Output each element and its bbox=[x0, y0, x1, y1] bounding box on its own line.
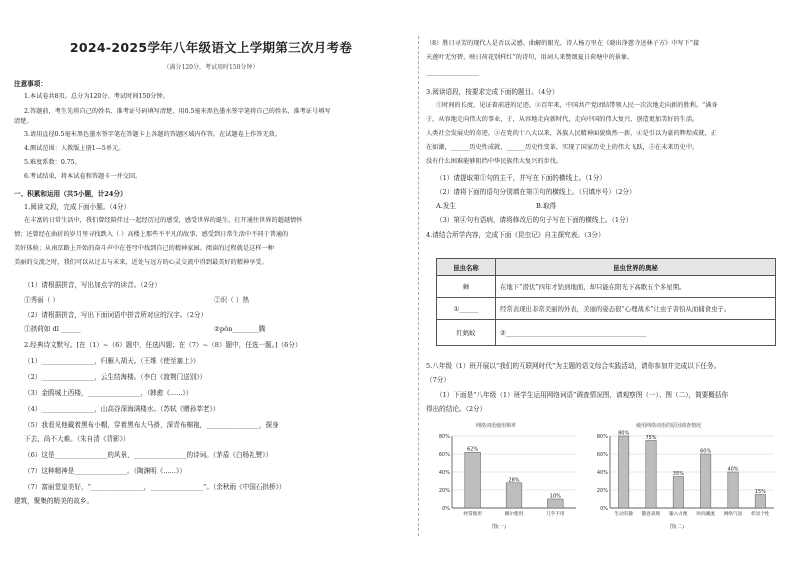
bar bbox=[465, 452, 481, 508]
notice-4: 4.测试范围：人教版上册1—5单元。 bbox=[24, 145, 125, 152]
question-4: 4.请结合所学内容，完成下面《昆虫记》自主探究表。（3分） bbox=[426, 231, 605, 239]
x-category-label: 随意表现 bbox=[641, 512, 661, 517]
poem-line-5[interactable]: （5）我看见他戴着黑布小帽，穿着黑布大马褂，深青布棉袍，________________，探身 bbox=[24, 421, 279, 429]
bar bbox=[700, 454, 710, 508]
table-header-row bbox=[437, 259, 776, 276]
table-cell-secret: 经常表现出非常美丽的外表，美丽的姿态很“心理战术”让虫子害怕从而捕食虫子。 bbox=[496, 298, 776, 320]
y-tick-label: 60% bbox=[596, 452, 608, 458]
notice-2: 2.答题前，考生先将自己的姓名、准考证号码填写清楚，用0.5毫米黑色墨水签字笔将自己的姓名、准考证号填写 bbox=[24, 108, 331, 115]
bar-value-label: 62% bbox=[467, 446, 479, 453]
bar-value-label: 35% bbox=[672, 471, 684, 477]
question-3-1: （1）请提取第①句的主干，并写在下面的横线上。（1分） bbox=[436, 174, 606, 182]
poem-line-1[interactable]: （1）________________，归雁入胡天。（王维《使至塞上》） bbox=[24, 357, 200, 365]
bar-value-label: 40% bbox=[727, 466, 739, 473]
passage3-line-2: 于，从容地走向伟大的事业，于，从容地走向新时代，走向中国的伟大复兴，创造更加美好的生活。 bbox=[426, 116, 699, 123]
chart1-caption: 图(一) bbox=[492, 524, 506, 530]
y-tick-label: 60% bbox=[438, 452, 450, 458]
passage3-line-3: 人类社会发展史的奇迹。③在党的十八大以来，各族人民精神面貌焕然一新，④是引以为豪的辉煌成就，正 bbox=[426, 130, 717, 137]
column-divider bbox=[418, 36, 419, 536]
notice-6: 6.考试结束，将本试卷和答题卡一并交回。 bbox=[24, 173, 142, 180]
y-tick-label: 20% bbox=[596, 488, 608, 494]
option-b: B.取得 bbox=[536, 202, 557, 210]
table-header-secret: 昆虫世界的奥秘 bbox=[496, 259, 776, 276]
chart1-title: 网络词语使用频率 bbox=[476, 423, 517, 429]
poem-line-2[interactable]: （2）________________，云生结海楼。（李白《渡荆门送别》） bbox=[24, 373, 207, 381]
x-category-label: 生动有趣 bbox=[614, 512, 633, 517]
y-tick-label: 40% bbox=[438, 470, 450, 476]
chart-usage-reasons bbox=[588, 430, 778, 522]
option-a: A.发生 bbox=[436, 202, 457, 210]
bar bbox=[547, 499, 563, 508]
bar-value-label: 80% bbox=[618, 430, 630, 437]
y-tick-label: 20% bbox=[438, 488, 450, 494]
chart-usage-frequency bbox=[430, 430, 580, 522]
y-tick-label: 40% bbox=[596, 470, 608, 476]
chart2-caption: 图(二) bbox=[670, 524, 684, 530]
table-cell-name: 红蚂蚁 bbox=[437, 320, 496, 346]
y-tick-label: 80% bbox=[596, 434, 608, 440]
x-category-label: 网络气氛 bbox=[723, 512, 743, 517]
passage3-line-5: 没有什么困难能够阻挡中华民族伟大复兴的步伐。 bbox=[426, 158, 563, 165]
left-column bbox=[14, 0, 408, 562]
passage-line-3: 美好体验；从南京路上开始的奋斗声中在苍穹中找到自己的精神家园。阅读的过程就是这样一种 bbox=[14, 245, 274, 252]
passage3-line-4: 在如潮，______历史性成就，______历史性变革，实现了国家历史上的伟大飞跃，⑤在未来历史中， bbox=[426, 144, 699, 151]
bar-value-label: 60% bbox=[700, 448, 712, 455]
x-category-label: 经常使用 bbox=[463, 512, 482, 517]
table-cell-secret-blank[interactable]: ②____________________________________________ bbox=[496, 320, 776, 346]
bar-value-label: 28% bbox=[508, 477, 520, 484]
table-header-name: 昆虫名称 bbox=[437, 259, 496, 276]
table-cell-name-blank[interactable]: ①______ bbox=[437, 298, 496, 320]
q8-answer-blank[interactable]: ________________ bbox=[426, 68, 479, 76]
bar-value-label: 75% bbox=[645, 435, 657, 441]
y-tick-label: 0% bbox=[442, 506, 450, 512]
bar bbox=[755, 495, 765, 509]
passage-line-4: 美丽的交流之时，我们可以从过去与未来，近处与远方的心灵交流中得到最美好的精神享受。 bbox=[14, 259, 268, 266]
poem-line-7[interactable]: （7）这种精神是________________。（陶渊明《......》） bbox=[24, 467, 186, 475]
bar bbox=[646, 441, 656, 509]
y-tick-label: 80% bbox=[438, 434, 450, 440]
poem-line-4[interactable]: （4）________________，山高谷深海满楼水。（苏轼《赠孙莘老》） bbox=[24, 405, 220, 413]
page-title: 2024-2025学年八年级语文上学期第三次月考卷 bbox=[69, 40, 353, 55]
poem-line-3[interactable]: （3）金鸥城上西楼，________________，（韩愈《......》） bbox=[24, 389, 193, 397]
table-cell-secret: 在地下“潜伏”四年才钻到地面，却只能在阳光下高歌五个多星期。 bbox=[496, 276, 776, 298]
hanzi-blank-1[interactable]: ①拱荷如 dī ______ bbox=[24, 325, 81, 333]
question-5: 5.八年级（1）班开展以“我们的互联网时代”为主题的语文综合实践活动，请你参加并完成以下任务。 bbox=[426, 362, 721, 370]
x-category-label: 几乎不用 bbox=[546, 512, 565, 517]
page-subtitle: （满分120分，考试用时150分钟） bbox=[163, 64, 259, 71]
table-row bbox=[437, 298, 776, 320]
question-3-2: （2）请将下面的语句分别填在第③句的横线上。（只填序号）（2分） bbox=[436, 188, 636, 196]
passage-line-1: 在丰富的日常生活中，我们曾经陪伴过一起经历过的感受，感受世界的诞生，打开通往世界的超越情怀 bbox=[24, 217, 303, 224]
notice-2b: 清楚。 bbox=[14, 118, 33, 125]
bar bbox=[673, 477, 683, 509]
question-2: 2.经典诗文默写。[在（1）~（6）题中，任选四题；在（7）~（8）题中，任选一题。]（6分） bbox=[24, 341, 302, 349]
x-category-label: 偶尔使用 bbox=[504, 512, 524, 517]
q8-line-1: （8）胜日寻芳的现代人是否以灵感、曲解的眼光，诗人杨万里在《晓出净慈寺送林子方》中写下“接 bbox=[426, 40, 700, 47]
bar bbox=[618, 436, 628, 508]
x-category-label: 输入方便 bbox=[669, 512, 688, 517]
bar bbox=[728, 472, 738, 508]
chart2-title: 使用网络词语的原因调查情况 bbox=[636, 423, 702, 429]
bar-value-label: 10% bbox=[549, 493, 561, 500]
notice-1: 1.本试卷共8页。总分为120分。考试时间150分钟。 bbox=[24, 93, 169, 100]
question-3-3: （3）第④句有语病，请将修改后的句子写在下面的横线上。（1分） bbox=[436, 216, 633, 224]
table-row bbox=[437, 320, 776, 346]
table-cell-name: 蝉 bbox=[437, 276, 496, 298]
question-5-1b: 得出的结论。（2分） bbox=[426, 405, 487, 413]
question-5-1: （1）下面是“八年级（1）班学生运用网络词语”调查情况图，请观察图（一）、图（二），简要概括你 bbox=[436, 391, 729, 399]
question-1-2: （2）请根据拼音，写出下面词语中拼音所对应的汉字。（2分） bbox=[24, 311, 208, 319]
x-category-label: 时尚潮流 bbox=[696, 512, 715, 517]
question-5-score: （7分） bbox=[426, 376, 450, 384]
notice-3: 3.请用直径0.5毫米黑色墨水签字笔在答题卡上各题的答题区域内作答，在试题卷上作答无效。 bbox=[24, 131, 282, 138]
passage-line-2: 情；还曾经在曲折的岁月里寻找跌入（ ）高楼上那些不平凡的故事，感受到日常生活中不同于普通的 bbox=[14, 231, 289, 238]
pinyin-blank-1[interactable]: ①秀丽（ ） bbox=[24, 296, 60, 304]
q8-line-2: 天莲叶无穷碧，映日荷花别样红”的诗句，用词人来赞颂夏日荷塘中的景象。 bbox=[426, 54, 634, 61]
y-tick-label: 0% bbox=[600, 506, 608, 512]
question-1-1: （1）请根据拼音，写出加点字的读音。（2分） bbox=[24, 281, 161, 289]
right-column bbox=[426, 0, 782, 562]
passage3-line-1: ①时间的长度，见证着前进的足迹。②百年来，中国共产党团结带领人民一次次地走向新的胜利。“满身 bbox=[436, 102, 718, 109]
bar bbox=[506, 483, 522, 508]
notice-header: 注意事项： bbox=[14, 80, 47, 88]
hanzi-blank-2[interactable]: ②pǒn________腾 bbox=[214, 325, 266, 333]
question-1: 1.阅读文段，完成下面小题。（4分） bbox=[24, 203, 131, 211]
x-category-label: 彰显个性 bbox=[751, 512, 770, 517]
insect-table bbox=[436, 258, 776, 346]
notice-5: 5.难度系数：0.75。 bbox=[24, 159, 81, 166]
poem-line-8b: 建筑，聚集的精美的故乡。 bbox=[14, 497, 94, 505]
question-3: 3.阅读语段，按要求完成下面的题目。（4分） bbox=[426, 88, 559, 96]
section-1-heading: 一、积累和运用（共5小题，计24分） bbox=[14, 190, 127, 198]
pinyin-blank-2[interactable]: ②识（ ）热 bbox=[214, 296, 250, 304]
poem-line-8[interactable]: （7）富丽堂皇美好，“________________，________________”。（余秋雨《中国石拱桥》） bbox=[24, 483, 286, 491]
bar-value-label: 15% bbox=[754, 489, 766, 495]
poem-line-5b: 下去，尚不大难。（朱自清《背影》） bbox=[24, 435, 130, 443]
poem-line-6[interactable]: （6）这是________________的风景，________________的诗词。（茅盾《白杨礼赞》） bbox=[24, 451, 273, 459]
table-row bbox=[437, 276, 776, 298]
